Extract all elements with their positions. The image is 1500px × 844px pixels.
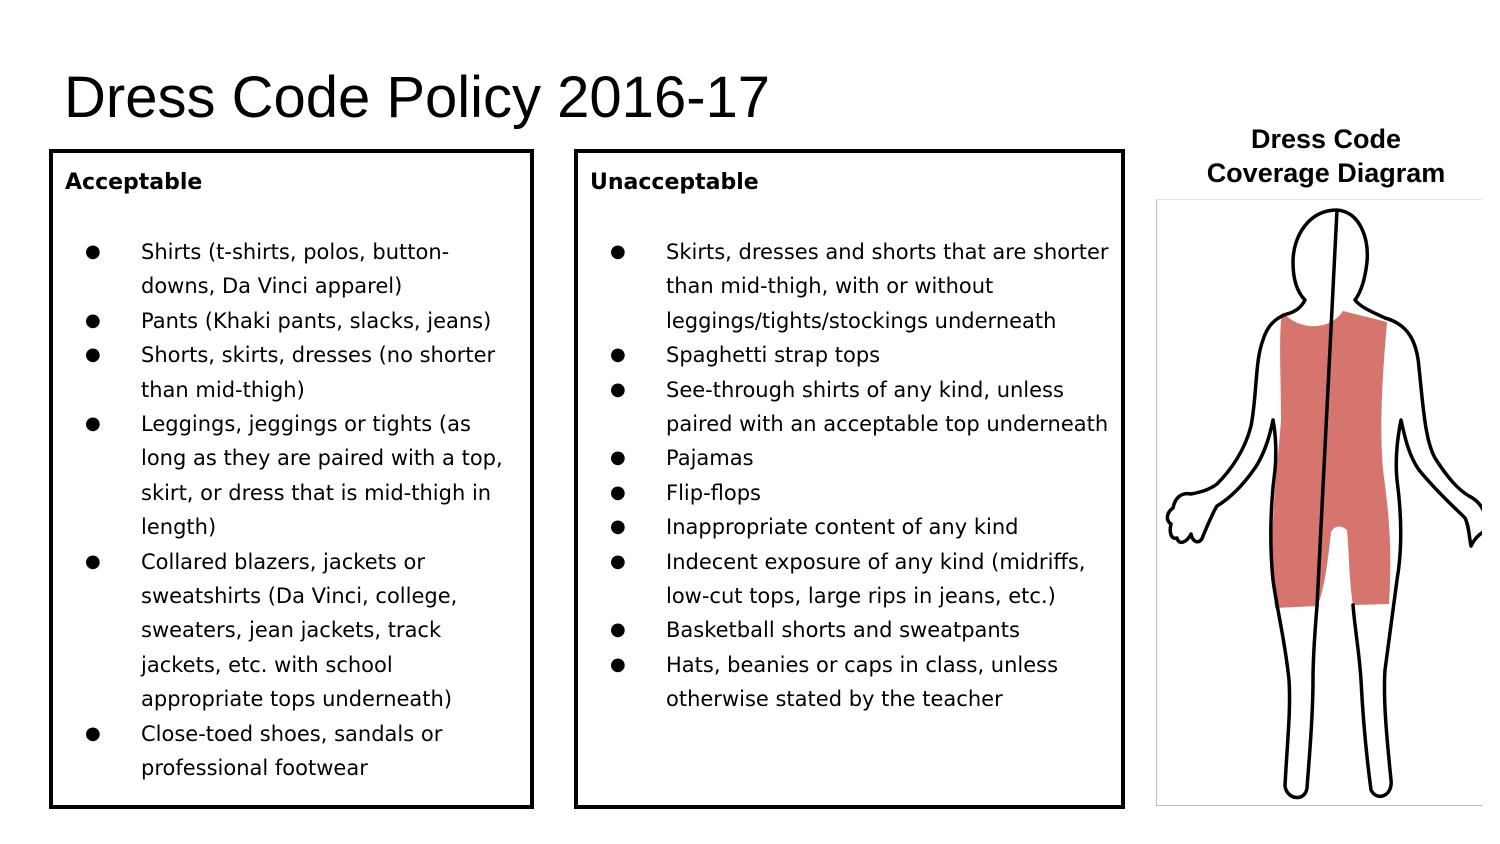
bullet-icon: ● bbox=[85, 722, 101, 744]
list-item bbox=[79, 717, 518, 786]
list-item bbox=[79, 235, 518, 304]
diagram-title-line1: Dress Code bbox=[1250, 124, 1402, 154]
list-item bbox=[604, 510, 1109, 544]
list-item bbox=[604, 545, 1109, 614]
list-item-text: Pants (Khaki pants, slacks, jeans) bbox=[141, 308, 492, 333]
list-item-text: Hats, beanies or caps in class, unless otherwise stated by the teacher bbox=[666, 652, 1059, 712]
list-item-text: Flip-flops bbox=[666, 480, 762, 505]
acceptable-panel bbox=[49, 149, 534, 809]
list-item-text: Skirts, dresses and shorts that are shorter than mid-thigh, with or without leggings/tights/stockings underneath bbox=[666, 240, 1109, 333]
list-item-text: Shorts, skirts, dresses (no shorter than mid-thigh) bbox=[141, 343, 496, 402]
bullet-icon: ● bbox=[85, 550, 101, 572]
list-item bbox=[604, 613, 1109, 647]
bullet-icon: ● bbox=[610, 619, 626, 641]
diagram-title-line2: Coverage Diagram bbox=[1206, 158, 1446, 188]
list-item-text: Inappropriate content of any kind bbox=[666, 515, 1019, 540]
acceptable-list bbox=[79, 235, 518, 786]
bullet-icon: ● bbox=[85, 241, 101, 262]
body-figure-icon bbox=[1157, 200, 1482, 806]
bullet-icon: ● bbox=[610, 378, 626, 400]
bullet-icon: ● bbox=[610, 344, 626, 366]
list-item-text: Spaghetti strap tops bbox=[666, 343, 881, 368]
list-item-text: Collared blazers, jackets or sweatshirts (Da Vinci, college, sweaters, jean jackets, track jackets, etc. with school appropriate tops underneath) bbox=[141, 549, 458, 712]
bullet-icon: ● bbox=[85, 344, 101, 366]
diagram-title bbox=[1156, 122, 1496, 190]
list-item bbox=[604, 235, 1109, 338]
list-item bbox=[604, 648, 1109, 717]
unacceptable-list bbox=[604, 235, 1109, 717]
bullet-icon: ● bbox=[610, 481, 626, 503]
list-item bbox=[79, 304, 518, 338]
list-item bbox=[604, 476, 1109, 510]
list-item bbox=[79, 407, 518, 545]
list-item bbox=[604, 373, 1109, 442]
unacceptable-heading: Unacceptable bbox=[590, 170, 759, 195]
list-item bbox=[604, 441, 1109, 475]
bullet-icon: ● bbox=[85, 413, 101, 435]
page-title: Dress Code Policy 2016-17 bbox=[64, 65, 771, 130]
list-item bbox=[79, 545, 518, 717]
bullet-icon: ● bbox=[610, 516, 626, 538]
list-item-text: Indecent exposure of any kind (midriffs, low-cut tops, large rips in jeans, etc.) bbox=[666, 549, 1086, 609]
list-item-text: Pajamas bbox=[666, 446, 754, 471]
unacceptable-panel bbox=[574, 149, 1125, 809]
bullet-icon: ● bbox=[610, 447, 626, 469]
bullet-icon: ● bbox=[610, 550, 626, 572]
list-item-text: Basketball shorts and sweatpants bbox=[666, 618, 1020, 643]
list-item-text: See-through shirts of any kind, unless paired with an acceptable top underneath bbox=[666, 377, 1109, 437]
list-item-text: Close-toed shoes, sandals or professional footwear bbox=[141, 721, 443, 781]
list-item-text: Leggings, jeggings or tights (as long as they are paired with a top, skirt, or dress that is mid-thigh in length) bbox=[141, 412, 503, 540]
coverage-diagram bbox=[1156, 199, 1482, 806]
acceptable-heading: Acceptable bbox=[65, 170, 203, 195]
list-item bbox=[604, 338, 1109, 372]
bullet-icon: ● bbox=[85, 309, 101, 331]
list-item-text: Shirts (t-shirts, polos, button-downs, Da Vinci apparel) bbox=[141, 240, 450, 299]
list-item bbox=[79, 338, 518, 407]
bullet-icon: ● bbox=[610, 241, 626, 262]
bullet-icon: ● bbox=[610, 653, 626, 675]
